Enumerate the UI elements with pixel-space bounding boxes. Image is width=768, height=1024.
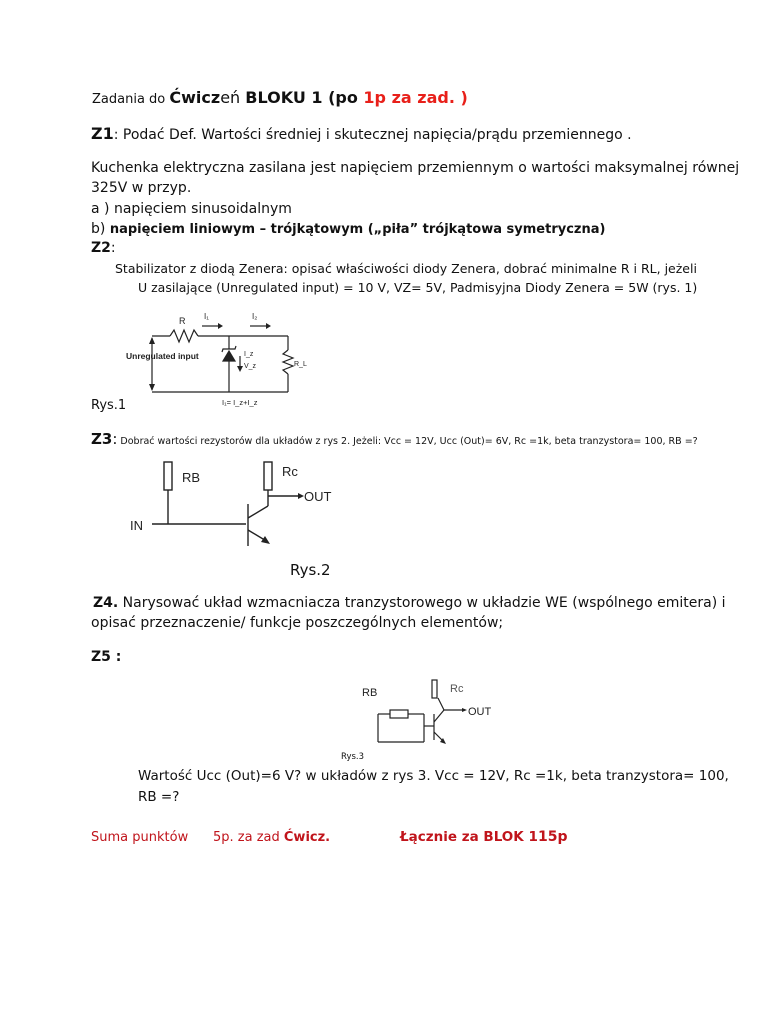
transistor-circuit-figure-3 [358, 676, 498, 756]
fig2-label-in: IN [130, 518, 143, 533]
z2-line-1: Stabilizator z diodą Zenera: opisać właściwości diody Zenera, dobrać minimalne R i RL, jeżeli [115, 261, 697, 276]
z1-paragraph-line-1: Kuchenka elektryczna zasilana jest napięciem przemiennym o wartości maksymalnej równej [91, 160, 740, 176]
title-po: (po [328, 88, 364, 107]
footer-lacznie: Łącznie za BLOK 1 [400, 829, 538, 845]
title-cwicz: Ćwicz [169, 88, 221, 107]
figure-caption-rys3: Rys.3 [341, 752, 365, 762]
z3-line [91, 429, 698, 448]
z2-colon: : [110, 240, 116, 256]
footer-total-points: 15p [538, 829, 568, 845]
title-en: eń [220, 88, 246, 107]
transistor-circuit-figure-2 [128, 458, 348, 558]
z1-option-a: a ) napięciem sinusoidalnym [91, 201, 292, 217]
fig1-label-vz: V_z [244, 363, 257, 370]
z2-line-2: U zasilające (Unregulated input) = 10 V, VZ= 5V, Padmisyjna Diody Zenera = 5W (rys. 1) [138, 280, 698, 295]
fig2-label-rb: RB [182, 470, 201, 485]
z5-line-1: Wartość Ucc (Out)=6 V? w układów z rys 3. Vcc = 12V, Rc =1k, beta tranzystora= 100, [138, 768, 729, 784]
title-points: 1p za zad. ) [363, 88, 468, 107]
title-u1: U 1 [292, 88, 329, 107]
z5-line-2: RB =? [138, 789, 180, 805]
footer-per-task-text: 5p. za zad [213, 830, 284, 845]
title-blok: BLOK [245, 88, 293, 107]
figure-caption-rys2: Rys.2 [290, 561, 331, 579]
fig1-label-i1: I₁ [204, 312, 209, 321]
fig1-label-iz: I_z [244, 351, 254, 358]
z3-colon: : [112, 430, 118, 448]
fig3-label-rc: Rc [450, 683, 464, 695]
fig1-label-eq: I₁= I_z+I_z [222, 398, 258, 407]
z4-text: Narysować układ wzmacniacza tranzystorowego w układzie WE (wspólnego emitera) i [118, 595, 726, 611]
z5-label: Z5 : [91, 649, 122, 665]
fig2-label-out: OUT [304, 489, 332, 504]
z3-text: Dobrać wartości rezystorów dla układów z rys 2. Jeżeli: Vcc = 12V, Ucc (Out)= 6V, Rc =1k, beta tranzystora= 100, RB =? [117, 436, 698, 447]
z2-label-text: Z2 [91, 240, 111, 256]
z1-line [91, 124, 632, 143]
footer-per-task [213, 830, 330, 845]
z1-colon: : [113, 127, 119, 143]
z1-option-b-text: napięciem liniowym – trójkątowym („piła” trójkątowa symetryczna) [109, 222, 606, 237]
fig1-label-unregulated: Unregulated input [126, 351, 199, 361]
z4-line-2: opisać przeznaczenie/ funkcje poszczególnych elementów; [91, 615, 504, 631]
fig2-label-rc: Rc [282, 464, 298, 479]
z4-line-1 [93, 595, 726, 611]
page-title [92, 88, 468, 107]
z1-option-b [91, 221, 605, 237]
z3-label: Z3 [91, 430, 113, 448]
z2-label [91, 240, 116, 256]
figure-caption-rys1: Rys.1 [91, 398, 127, 413]
z1-paragraph-line-2: 325V w przyp. [91, 180, 192, 196]
footer-cwicz: Ćwicz. [283, 830, 331, 845]
title-prefix: Zadania do [92, 92, 170, 107]
z1-text: Podać Def. Wartości średniej i skutecznej napięcia/prądu przemiennego . [118, 127, 632, 143]
fig3-label-out: OUT [468, 706, 492, 718]
zener-circuit-figure [122, 308, 307, 408]
z4-label: Z4. [93, 595, 119, 611]
fig1-label-i2: I₂ [252, 312, 258, 321]
fig1-label-r: R [179, 316, 186, 326]
z1-option-b-prefix: b) [91, 221, 110, 237]
fig1-label-rl: R_L [294, 361, 307, 368]
z1-label: Z1 [91, 124, 114, 143]
footer-suma-punktow: Suma punktów [91, 830, 189, 845]
fig3-label-rb: RB [362, 687, 378, 699]
